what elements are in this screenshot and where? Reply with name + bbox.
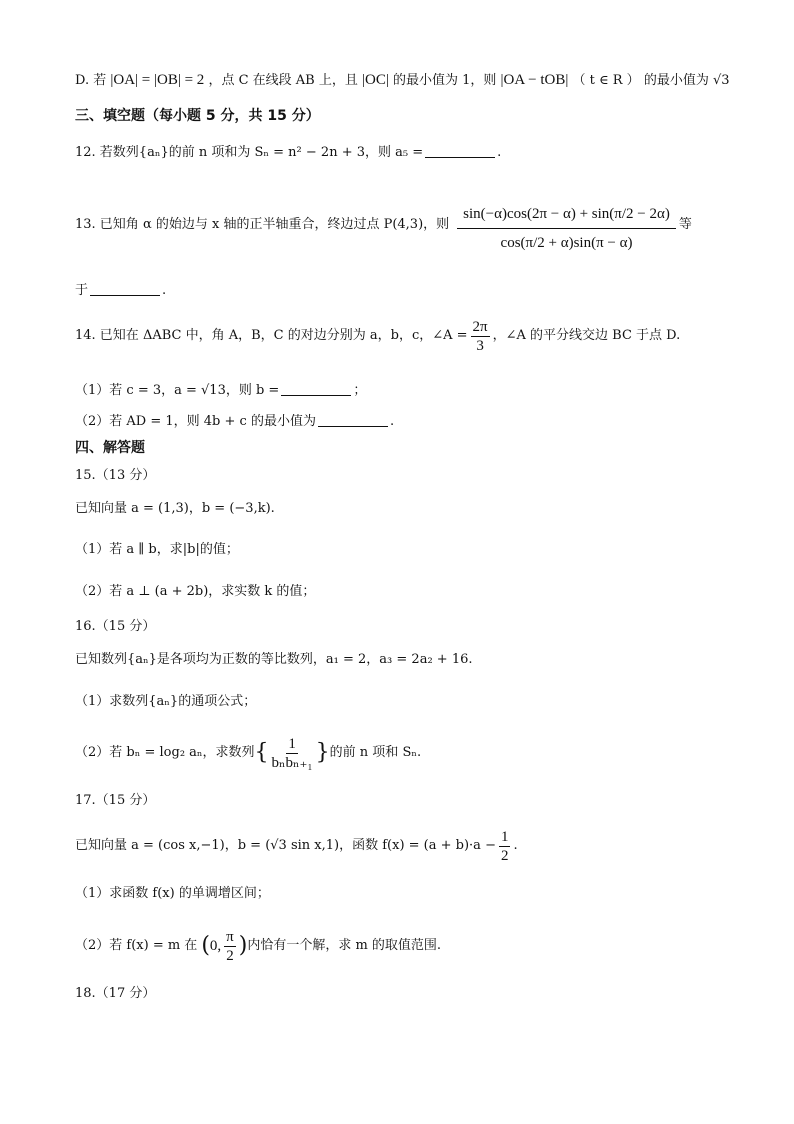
question-12-text: 12. 若数列{aₙ}的前 n 项和为 Sₙ = n² − 2n + 3，则 a₅ =: [75, 145, 424, 160]
question-17-head: 17.（15 分）: [75, 793, 156, 808]
question-14: [75, 316, 680, 356]
answer-blank: [281, 381, 351, 396]
question-13: [75, 190, 692, 260]
option-d-expression: |OA − tOB|: [500, 72, 569, 88]
question-17-part2: [75, 926, 441, 966]
question-14-tail: ，∠A 的平分线交边 BC 于点 D.: [492, 328, 681, 343]
sequence-denominator: bₙbₙ₊₁: [271, 754, 313, 771]
half-fraction: [499, 829, 511, 864]
option-d-mid2: 的最小值为 1，则: [393, 73, 497, 88]
question-13-fraction: [457, 200, 676, 251]
option-d-mid: ，点 C 在线段 AB 上，且: [208, 73, 358, 88]
question-17-part1: （1）求函数 f(x) 的单调增区间；: [75, 886, 270, 901]
fraction-denominator: cos(π/2 + α)sin(π − α): [500, 234, 633, 251]
question-14-part2: [75, 412, 394, 432]
question-12-end: .: [497, 145, 502, 160]
question-17-stem-pre: 已知向量 a = (cos x,−1)，b = (√3 sin x,1)，函数 f(x) = (a + b)·a −: [75, 838, 496, 853]
question-17-stem: [75, 828, 518, 864]
half-numerator: 1: [500, 828, 509, 845]
section-solution-title: 四、解答题: [75, 440, 145, 456]
question-14-part2-text: （2）若 AD = 1，则 4b + c 的最小值为: [75, 414, 316, 429]
question-15-part2: （2）若 a ⊥ (a + 2b)，求实数 k 的值；: [75, 584, 316, 599]
left-brace: {: [254, 740, 269, 765]
question-14-text: 14. 已知在 ΔABC 中，角 A，B，C 的对边分别为 a，b，c，∠A =: [75, 328, 468, 343]
question-14-part1-end: ；: [353, 383, 367, 398]
half-denominator: 2: [500, 847, 509, 864]
question-16-part2-post: 的前 n 项和 Sₙ.: [329, 745, 422, 760]
question-18-head: 18.（17 分）: [75, 986, 156, 1001]
question-14-part1: [75, 381, 366, 401]
question-13-cont-text: 于: [75, 283, 89, 298]
angle-fraction: [471, 319, 490, 354]
question-16-head: 16.（15 分）: [75, 619, 156, 634]
question-16-part1: （1）求数列{aₙ}的通项公式；: [75, 694, 257, 709]
question-17-part2-pre: （2）若 f(x) = m 在: [75, 938, 198, 953]
fraction-numerator: sin(−α)cos(2π − α) + sin(π/2 − 2α): [457, 200, 676, 229]
option-d-prefix: D. 若: [75, 73, 107, 88]
question-16-stem: 已知数列{aₙ}是各项均为正数的等比数列，a₁ = 2，a₃ = 2a₂ + 16.: [75, 652, 473, 667]
question-13-tail: 等: [678, 217, 692, 232]
question-16-part2: [75, 732, 421, 774]
question-15-part1: （1）若 a ∥ b，求|b|的值；: [75, 542, 239, 557]
option-d-tail: 的最小值为 √3: [643, 73, 730, 88]
question-13-text: 13. 已知角 α 的始边与 x 轴的正半轴重合，终边过点 P(4,3)，则: [75, 217, 450, 232]
question-17-stem-end: .: [513, 838, 518, 853]
answer-blank: [90, 281, 160, 296]
question-16-part2-pre: （2）若 bₙ = log₂ aₙ，求数列: [75, 745, 255, 760]
question-17-part2-post: 内恰有一个解，求 m 的取值范围.: [247, 938, 442, 953]
interval-denominator: 2: [226, 947, 234, 964]
right-brace: }: [315, 740, 330, 765]
question-15-head: 15.（13 分）: [75, 468, 156, 483]
question-14-part1-text: （1）若 c = 3，a = √13，则 b =: [75, 383, 280, 398]
question-15-stem: 已知向量 a = (1,3)，b = (−3,k).: [75, 501, 275, 516]
sequence-numerator: 1: [288, 735, 296, 752]
interval-fraction: [224, 929, 236, 964]
answer-blank: [318, 412, 388, 427]
angle-numerator: 2π: [472, 318, 488, 335]
question-13-end: .: [162, 283, 167, 298]
section-fill-in-title: 三、填空题（每小题 5 分，共 15 分）: [75, 108, 320, 124]
question-13-cont: [75, 281, 166, 301]
option-d-line: [75, 70, 730, 91]
option-d-condition: （ t ∈ R ）: [572, 73, 640, 88]
question-12: [75, 143, 501, 163]
option-d-oc: |OC|: [362, 72, 389, 88]
question-14-part2-end: .: [389, 414, 395, 429]
sequence-fraction: [272, 736, 313, 771]
right-paren: ): [238, 933, 248, 958]
answer-blank: [425, 143, 495, 158]
interval-left: 0,: [209, 938, 222, 954]
angle-denominator: 3: [476, 337, 484, 354]
interval-numerator: π: [226, 928, 234, 945]
left-paren: (: [201, 933, 210, 958]
option-d-equation: |OA| = |OB| = 2: [110, 72, 205, 88]
